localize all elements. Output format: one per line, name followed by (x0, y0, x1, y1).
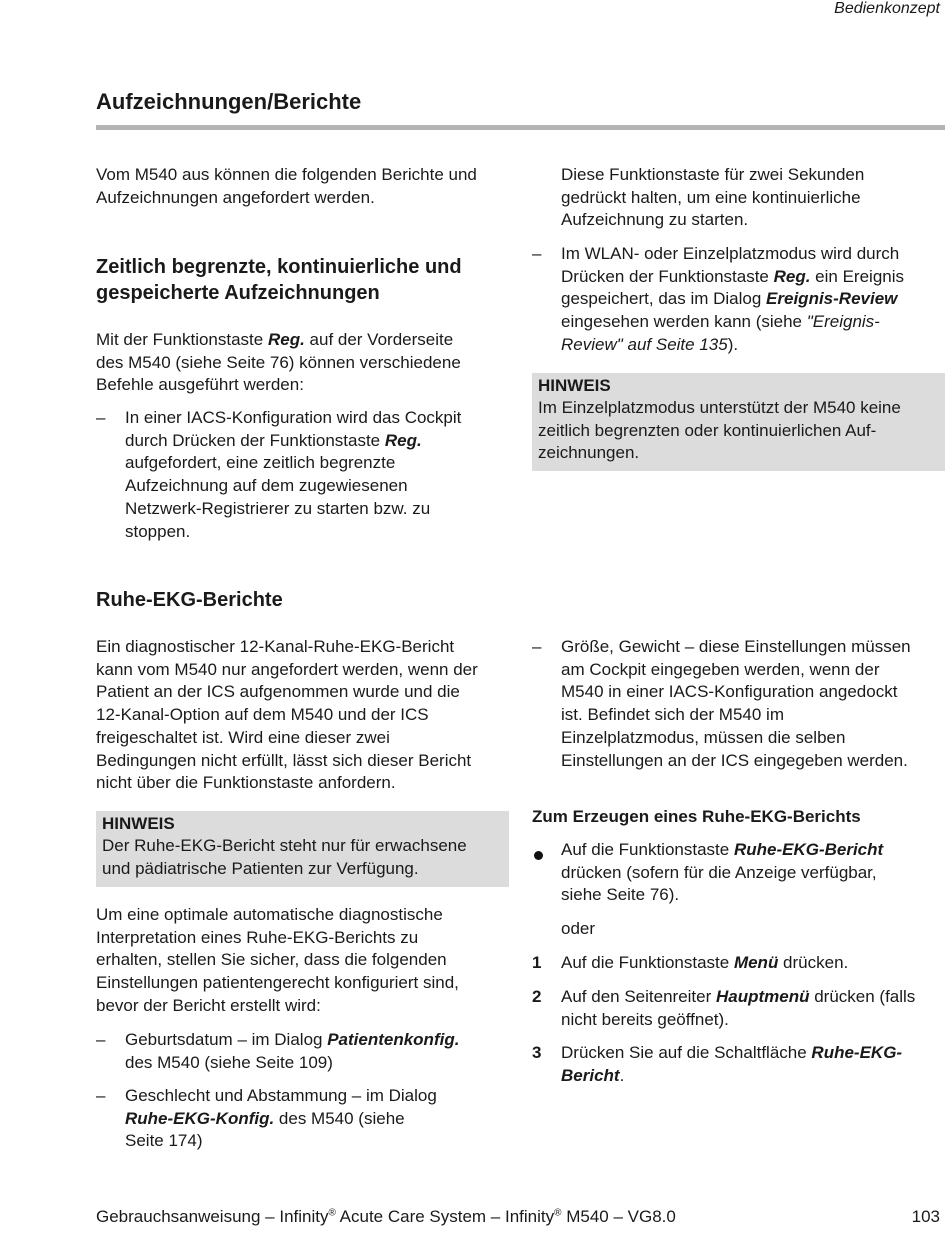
footer-title: Gebrauchsanweisung – Infinity® Acute Care System – Infinity® M540 – VG8.0 (96, 1207, 676, 1226)
list-item-wlan: – Im WLAN- oder Einzelplatzmodus wird durch Drücken der Funktionstaste Reg. ein Ereignis gespeichert, das im Dialog Ereignis-Review eingesehen werden kann (siehe "Ereignis- Review" auf Seite 135). (532, 244, 905, 354)
note-box-ekg: HINWEIS Der Ruhe-EKG-Bericht steht nur für erwachsene und pädiatrische Patienten zur Verfügung. (96, 811, 509, 887)
note-title: HINWEIS (102, 814, 175, 833)
bullet-icon (534, 851, 543, 860)
list-item-gender: – Geschlecht und Abstammung – im Dialog Ruhe-EKG-Konfig. des M540 (siehe Seite 174) (96, 1086, 437, 1151)
section-heading-ekg: Ruhe-EKG-Berichte (96, 589, 283, 611)
page-title: Aufzeichnungen/Berichte (96, 89, 362, 114)
list-item-size-weight: – Größe, Gewicht – diese Einstellungen müssen am Cockpit eingegeben werden, wenn der M540 in einer IACS-Konfiguration angedockt ist. Befindet sich der M540 im Einzelplatzmodus, müssen die selben Einstellungen an der ICS eingegeben werden. (532, 637, 911, 770)
step-3: 3 Drücken Sie auf die Schaltfläche Ruhe-EKG- Bericht. (532, 1043, 903, 1085)
list-item-birthdate: – Geburtsdatum – im Dialog Patientenkonfig. des M540 (siehe Seite 109) (96, 1030, 460, 1072)
ekg-intro-paragraph: Ein diagnostischer 12-Kanal-Ruhe-EKG-Bericht kann vom M540 nur angefordert werden, wenn der Patient an der ICS aufgenommen wurde und die 12-Kanal-Option auf dem M540 und der ICS freigeschaltet ist. Wird eine dieser zwei Bedingungen nicht erfüllt, lässt sich dieser Bericht nicht über die Funktionstaste anfordern. (96, 637, 478, 793)
step-2: 2 Auf den Seitenreiter Hauptmenü drücken (falls nicht bereits geöffnet). (532, 987, 916, 1029)
reg-key-paragraph: Mit der Funktionstaste Reg. auf der Vorderseite des M540 (siehe Seite 76) können verschiedene Befehle ausgeführt werden: (96, 330, 461, 395)
procedure-bullet: Auf die Funktionstaste Ruhe-EKG-Bericht drücken (sofern für die Anzeige verfügbar, siehe Seite 76). (532, 845, 947, 915)
continuous-recording-text: Diese Funktionstaste für zwei Sekunden gedrückt halten, um eine kontinuierliche Aufzeichnung zu starten. (561, 165, 865, 230)
intro-paragraph: Vom M540 aus können die folgenden Berichte und Aufzeichnungen angefordert werden. (96, 165, 477, 207)
running-header: Bedienkonzept (834, 0, 940, 17)
title-rule (96, 125, 945, 130)
procedure-heading: Zum Erzeugen eines Ruhe-EKG-Berichts (532, 807, 861, 826)
interpretation-paragraph: Um eine optimale automatische diagnostische Interpretation eines Ruhe-EKG-Berichts zu erhalten, stellen Sie sicher, dass die folgenden Einstellungen patientengerecht konfiguriert sind, bevor der Bericht erstellt wird: (96, 905, 459, 1015)
subheading-recordings: Zeitlich begrenzte, kontinuierliche und gespeicherte Aufzeichnungen (96, 256, 462, 304)
or-text: oder (561, 919, 596, 938)
step-1: 1 Auf die Funktionstaste Menü drücken. (532, 953, 849, 972)
list-item-iacs: – In einer IACS-Konfiguration wird das Cockpit durch Drücken der Funktionstaste Reg. aufgefordert, eine zeitlich begrenzte Aufzeichnung auf dem zugewiesenen Netzwerk-Registrierer zu starten bzw. zu stoppen. (96, 408, 462, 541)
note-title: HINWEIS (538, 376, 611, 395)
page-number: 103 (911, 1207, 940, 1226)
note-box-singlemode: HINWEIS Im Einzelplatzmodus unterstützt der M540 keine zeitlich begrenzten oder kontinuierlichen Auf- zeichnungen. (532, 373, 945, 471)
